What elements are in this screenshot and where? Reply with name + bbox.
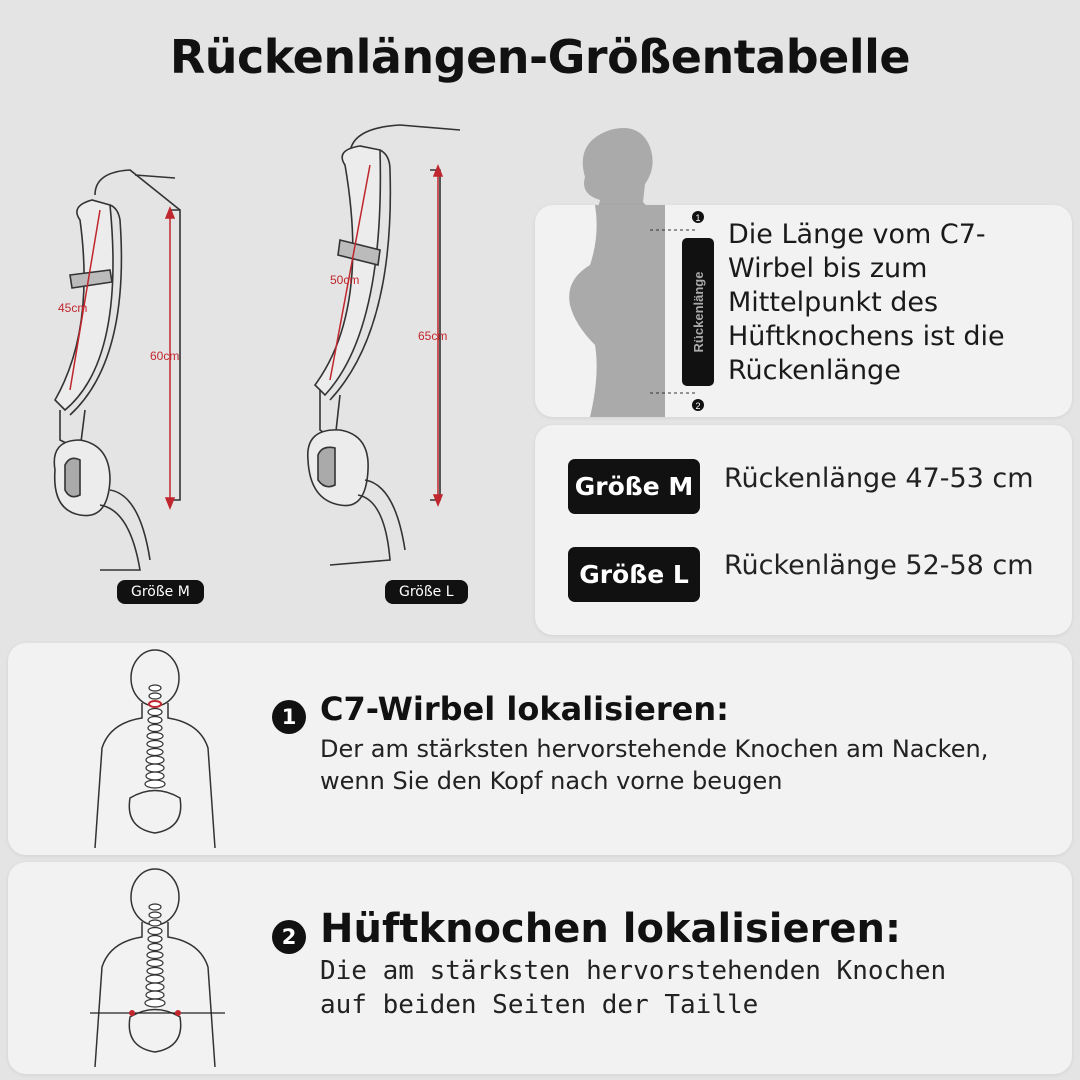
size-m-range: Rückenlänge 47-53 cm: [724, 463, 1034, 494]
step-1-desc-line1: Der am stärksten hervorstehende Knochen am Nacken,: [320, 735, 989, 763]
product-illustrations: [40, 110, 510, 620]
size-l-badge: Größe L: [568, 547, 700, 602]
spine-c7-illustration: [90, 648, 240, 853]
size-l-total-label: 65cm: [418, 329, 448, 343]
spine-hip-illustration: [90, 867, 240, 1072]
size-l-strap-label: 50cm: [330, 273, 360, 287]
size-l-range: Rückenlänge 52-58 cm: [724, 550, 1034, 581]
marker-point-1: 1: [695, 213, 701, 223]
step-2-title: Hüftknochen lokalisieren:: [320, 906, 901, 952]
sizes-panel: [535, 425, 1072, 635]
step-1-desc-line2: wenn Sie den Kopf nach vorne beugen: [320, 767, 783, 795]
step-1-number: 1: [272, 700, 306, 734]
step-2-number: 2: [272, 920, 306, 954]
page-title: Rückenlängen-Größentabelle: [169, 30, 911, 84]
size-l-tag: Größe L: [385, 580, 468, 604]
size-m-strap-label: 45cm: [58, 301, 88, 315]
back-length-marker: [640, 205, 720, 417]
size-m-tag: Größe M: [117, 580, 204, 604]
size-m-badge: Größe M: [568, 459, 700, 514]
size-m-total-label: 60cm: [150, 349, 180, 363]
back-length-vertical-label: Rückenlänge: [691, 271, 706, 353]
marker-point-2: 2: [695, 401, 701, 411]
step-1-title: C7-Wirbel lokalisieren:: [320, 690, 729, 728]
step-2-desc-line2: auf beiden Seiten der Taille: [320, 990, 759, 1020]
step-2-desc-line1: Die am stärksten hervorstehenden Knochen: [320, 956, 947, 986]
back-length-definition: Die Länge vom C7-Wirbel bis zum Mittelpunkt des Hüftknochens ist die Rückenlänge: [728, 219, 1005, 386]
